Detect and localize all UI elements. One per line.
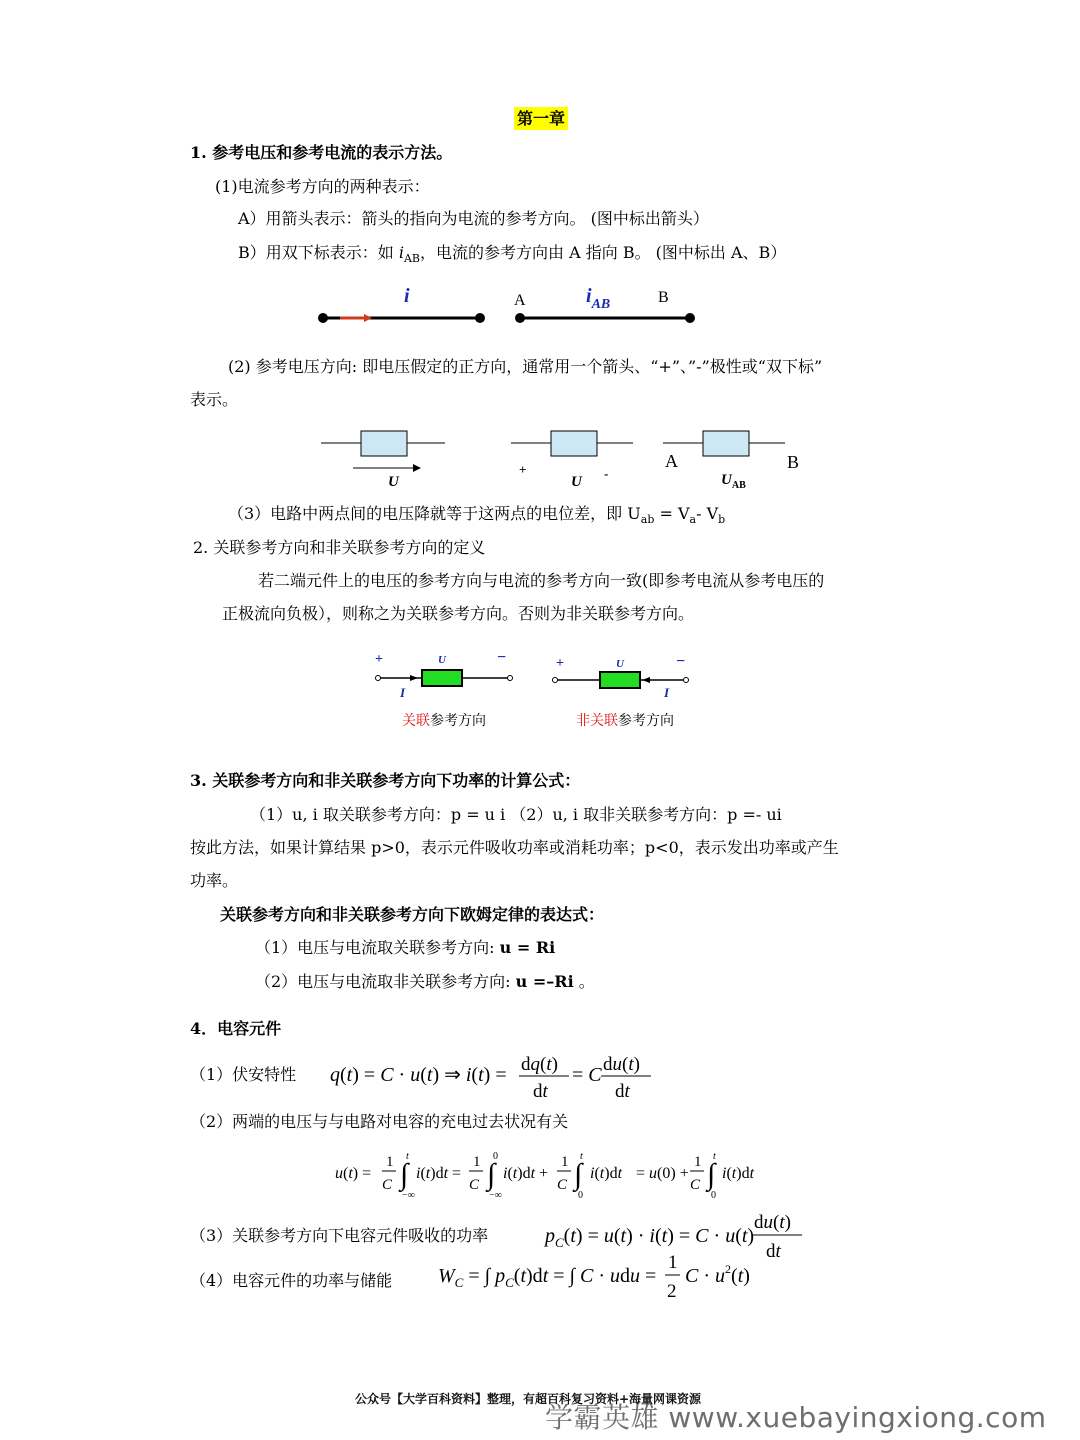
label-plus: +	[519, 462, 527, 477]
formula-capacitor-iv	[325, 1046, 665, 1106]
sec3-heading: 3. 关联参考方向和非关联参考方向下功率的计算公式：	[190, 771, 581, 790]
u-label-1: U	[438, 654, 446, 666]
i-label-1: I	[400, 685, 406, 700]
voltage-direction-figure	[315, 422, 815, 497]
resistor-3	[703, 431, 749, 456]
voltage-arrowhead	[413, 464, 421, 472]
frac-2-num: 1	[473, 1154, 481, 1170]
sec1-p2-line2: 表示。	[190, 390, 239, 409]
formula-wc-frac-num: 1	[668, 1252, 678, 1273]
frac-4-num: 1	[694, 1154, 702, 1170]
label-uAB: $U_{AB}$	[721, 472, 746, 491]
caption-nonassoc: 非关联参考方向	[576, 714, 674, 729]
label-B-2: B	[787, 452, 800, 472]
formula-pc: $p_C(t) = u(t) \cdot i(t) = C \cdot u(t)$	[545, 1225, 755, 1250]
frac-1-den: C	[382, 1177, 393, 1193]
sec3-line1: （1）u, i 取关联参考方向：p = u i （2）u, i 取非关联参考方向：p =- ui	[250, 805, 782, 824]
int3-lower: 0	[578, 1190, 583, 1201]
int4-lower: 0	[711, 1190, 716, 1201]
minus-1: −	[497, 649, 507, 666]
resistor-assoc	[422, 670, 462, 686]
formula-wc: $W_C$ = ∫ $p_C(t)dt$ = ∫ C · udu =	[438, 1265, 657, 1290]
sec1-pB: B）用双下标表示：如 $i_{AB}$，电流的参考方向由 A 指向 B。 (图中标出 A、B）	[238, 243, 787, 266]
int4-upper: t	[713, 1151, 716, 1162]
f4-label: （4）电容元件的功率与储能	[190, 1271, 393, 1290]
current-arrowhead	[364, 314, 372, 322]
sec4-heading: 4．电容元件	[190, 1019, 282, 1038]
formula-frac1-num: dq(t)	[521, 1054, 558, 1075]
sec2-line1: 若二端元件上的电压的参考方向与电流的参考方向一致(即参考电流从参考电压的	[258, 571, 825, 590]
label-i: i	[404, 285, 410, 307]
nonassoc-arrowhead	[642, 677, 650, 683]
int2-body: i(t)dt +	[503, 1165, 549, 1182]
footer-text: 公众号【大学百科资料】整理，有超百科复习资料+海量网课资源	[355, 1392, 702, 1406]
int1-body: i(t)dt =	[416, 1165, 462, 1182]
sec1-p3: （3）电路中两点间的电压降就等于这两点的电位差，即 $U_{ab} = V_a-$ $V_b$	[228, 504, 726, 527]
formula-capacitor-energy	[433, 1248, 763, 1308]
formula-wc-frac-den: 2	[667, 1281, 677, 1302]
formula-pc-frac-den: dt	[766, 1241, 781, 1262]
integral-2: ∫	[487, 1158, 496, 1191]
sec1-p2-line1: (2) 参考电压方向: 即电压假定的正方向，通常用一个箭头、“+”、”-”极性或“双下标”	[228, 357, 823, 376]
label-A: A	[514, 292, 526, 309]
f3-label: （3）关联参考方向下电容元件吸收的功率	[190, 1226, 489, 1245]
watermark: 学霸英雄 www.xuebayingxiong.com	[545, 1401, 1047, 1434]
frac-1-num: 1	[386, 1154, 394, 1170]
frac-3-den: C	[557, 1177, 568, 1193]
int2-upper: 0	[493, 1151, 498, 1162]
plus-1: +	[375, 652, 383, 667]
label-B: B	[658, 289, 669, 306]
integral-3: ∫	[574, 1158, 583, 1191]
sec1-heading: 1. 参考电压和参考电流的表示方法。	[190, 143, 453, 162]
formula-u0: = u(0) +	[636, 1165, 689, 1182]
sec3-line2: 按此方法，如果计算结果 p>0，表示元件吸收功率或消耗功率；p<0，表示发出功率或产生	[190, 838, 839, 857]
int4-body: i(t)dt	[722, 1165, 755, 1182]
i-label-2: I	[664, 685, 670, 700]
sec1-pA: A）用箭头表示：箭头的指向为电流的参考方向。 (图中标出箭头）	[238, 209, 709, 228]
label-u-2: U	[571, 474, 582, 490]
formula-capacitor-voltage	[330, 1146, 760, 1206]
node-right-2	[685, 313, 695, 323]
int3-body: i(t)dt	[590, 1165, 623, 1182]
sec2-heading: 2. 关联参考方向和非关联参考方向的定义	[193, 538, 486, 557]
int1-lower: −∞	[402, 1190, 415, 1201]
u-label-2: U	[616, 658, 624, 670]
node-assoc-1	[376, 676, 381, 681]
chapter-title: 第一章	[514, 106, 568, 129]
node-left-2	[475, 313, 485, 323]
sec1-p1: (1)电流参考方向的两种表示：	[215, 177, 430, 196]
node-nonassoc-1	[553, 678, 558, 683]
node-nonassoc-2	[684, 678, 689, 683]
current-direction-figure	[300, 280, 700, 335]
f2-label: （2）两端的电压与与电路对电容的充电过去状况有关	[190, 1112, 569, 1131]
node-left-1	[318, 313, 328, 323]
formula-pc-frac-num: du(t)	[754, 1212, 791, 1233]
formula-eq-c: = C	[572, 1064, 602, 1086]
minus-2: −	[676, 653, 686, 670]
formula-wc-rest: $C \cdot u^2(t)$	[685, 1262, 750, 1287]
frac-4-den: C	[690, 1177, 701, 1193]
formula-frac2-den: dt	[615, 1081, 630, 1102]
integral-4: ∫	[707, 1158, 716, 1191]
formula-q: q(t) = C · u(t) ⇒ i(t) =	[330, 1064, 507, 1086]
sec2-line2: 正极流向负极），则称之为关联参考方向。否则为非关联参考方向。	[222, 604, 695, 623]
resistor-1	[361, 431, 407, 456]
ohm-line1: （1）电压与电流取关联参考方向: u = Ri	[255, 938, 556, 957]
label-u-1: U	[388, 474, 399, 490]
caption-assoc: 关联参考方向	[402, 714, 486, 729]
formula-frac2-num: du(t)	[603, 1054, 640, 1075]
node-right-1	[515, 313, 525, 323]
int3-upper: t	[580, 1151, 583, 1162]
label-A-2: A	[665, 451, 678, 471]
label-iAB: $i_{AB}$	[586, 285, 611, 312]
int2-lower: −∞	[489, 1190, 502, 1201]
node-assoc-2	[508, 676, 513, 681]
plus-2: +	[556, 656, 564, 671]
int1-upper: t	[406, 1151, 409, 1162]
sec3-line3: 功率。	[190, 871, 239, 890]
integral-1: ∫	[400, 1158, 409, 1191]
frac-3-num: 1	[561, 1154, 569, 1170]
reference-direction-figure	[360, 645, 720, 740]
resistor-2	[551, 431, 597, 456]
label-minus: -	[604, 466, 609, 481]
resistor-nonassoc	[600, 672, 640, 688]
f1-label: （1）伏安特性	[190, 1065, 297, 1084]
ohm-heading: 关联参考方向和非关联参考方向下欧姆定律的表达式：	[220, 905, 605, 924]
frac-2-den: C	[469, 1177, 480, 1193]
formula-frac1-den: dt	[533, 1081, 548, 1102]
formula-u-lhs: u(t) =	[335, 1165, 372, 1182]
ohm-line2: （2）电压与电流取非关联参考方向: u =–Ri 。	[255, 972, 595, 991]
assoc-arrowhead	[410, 675, 418, 681]
